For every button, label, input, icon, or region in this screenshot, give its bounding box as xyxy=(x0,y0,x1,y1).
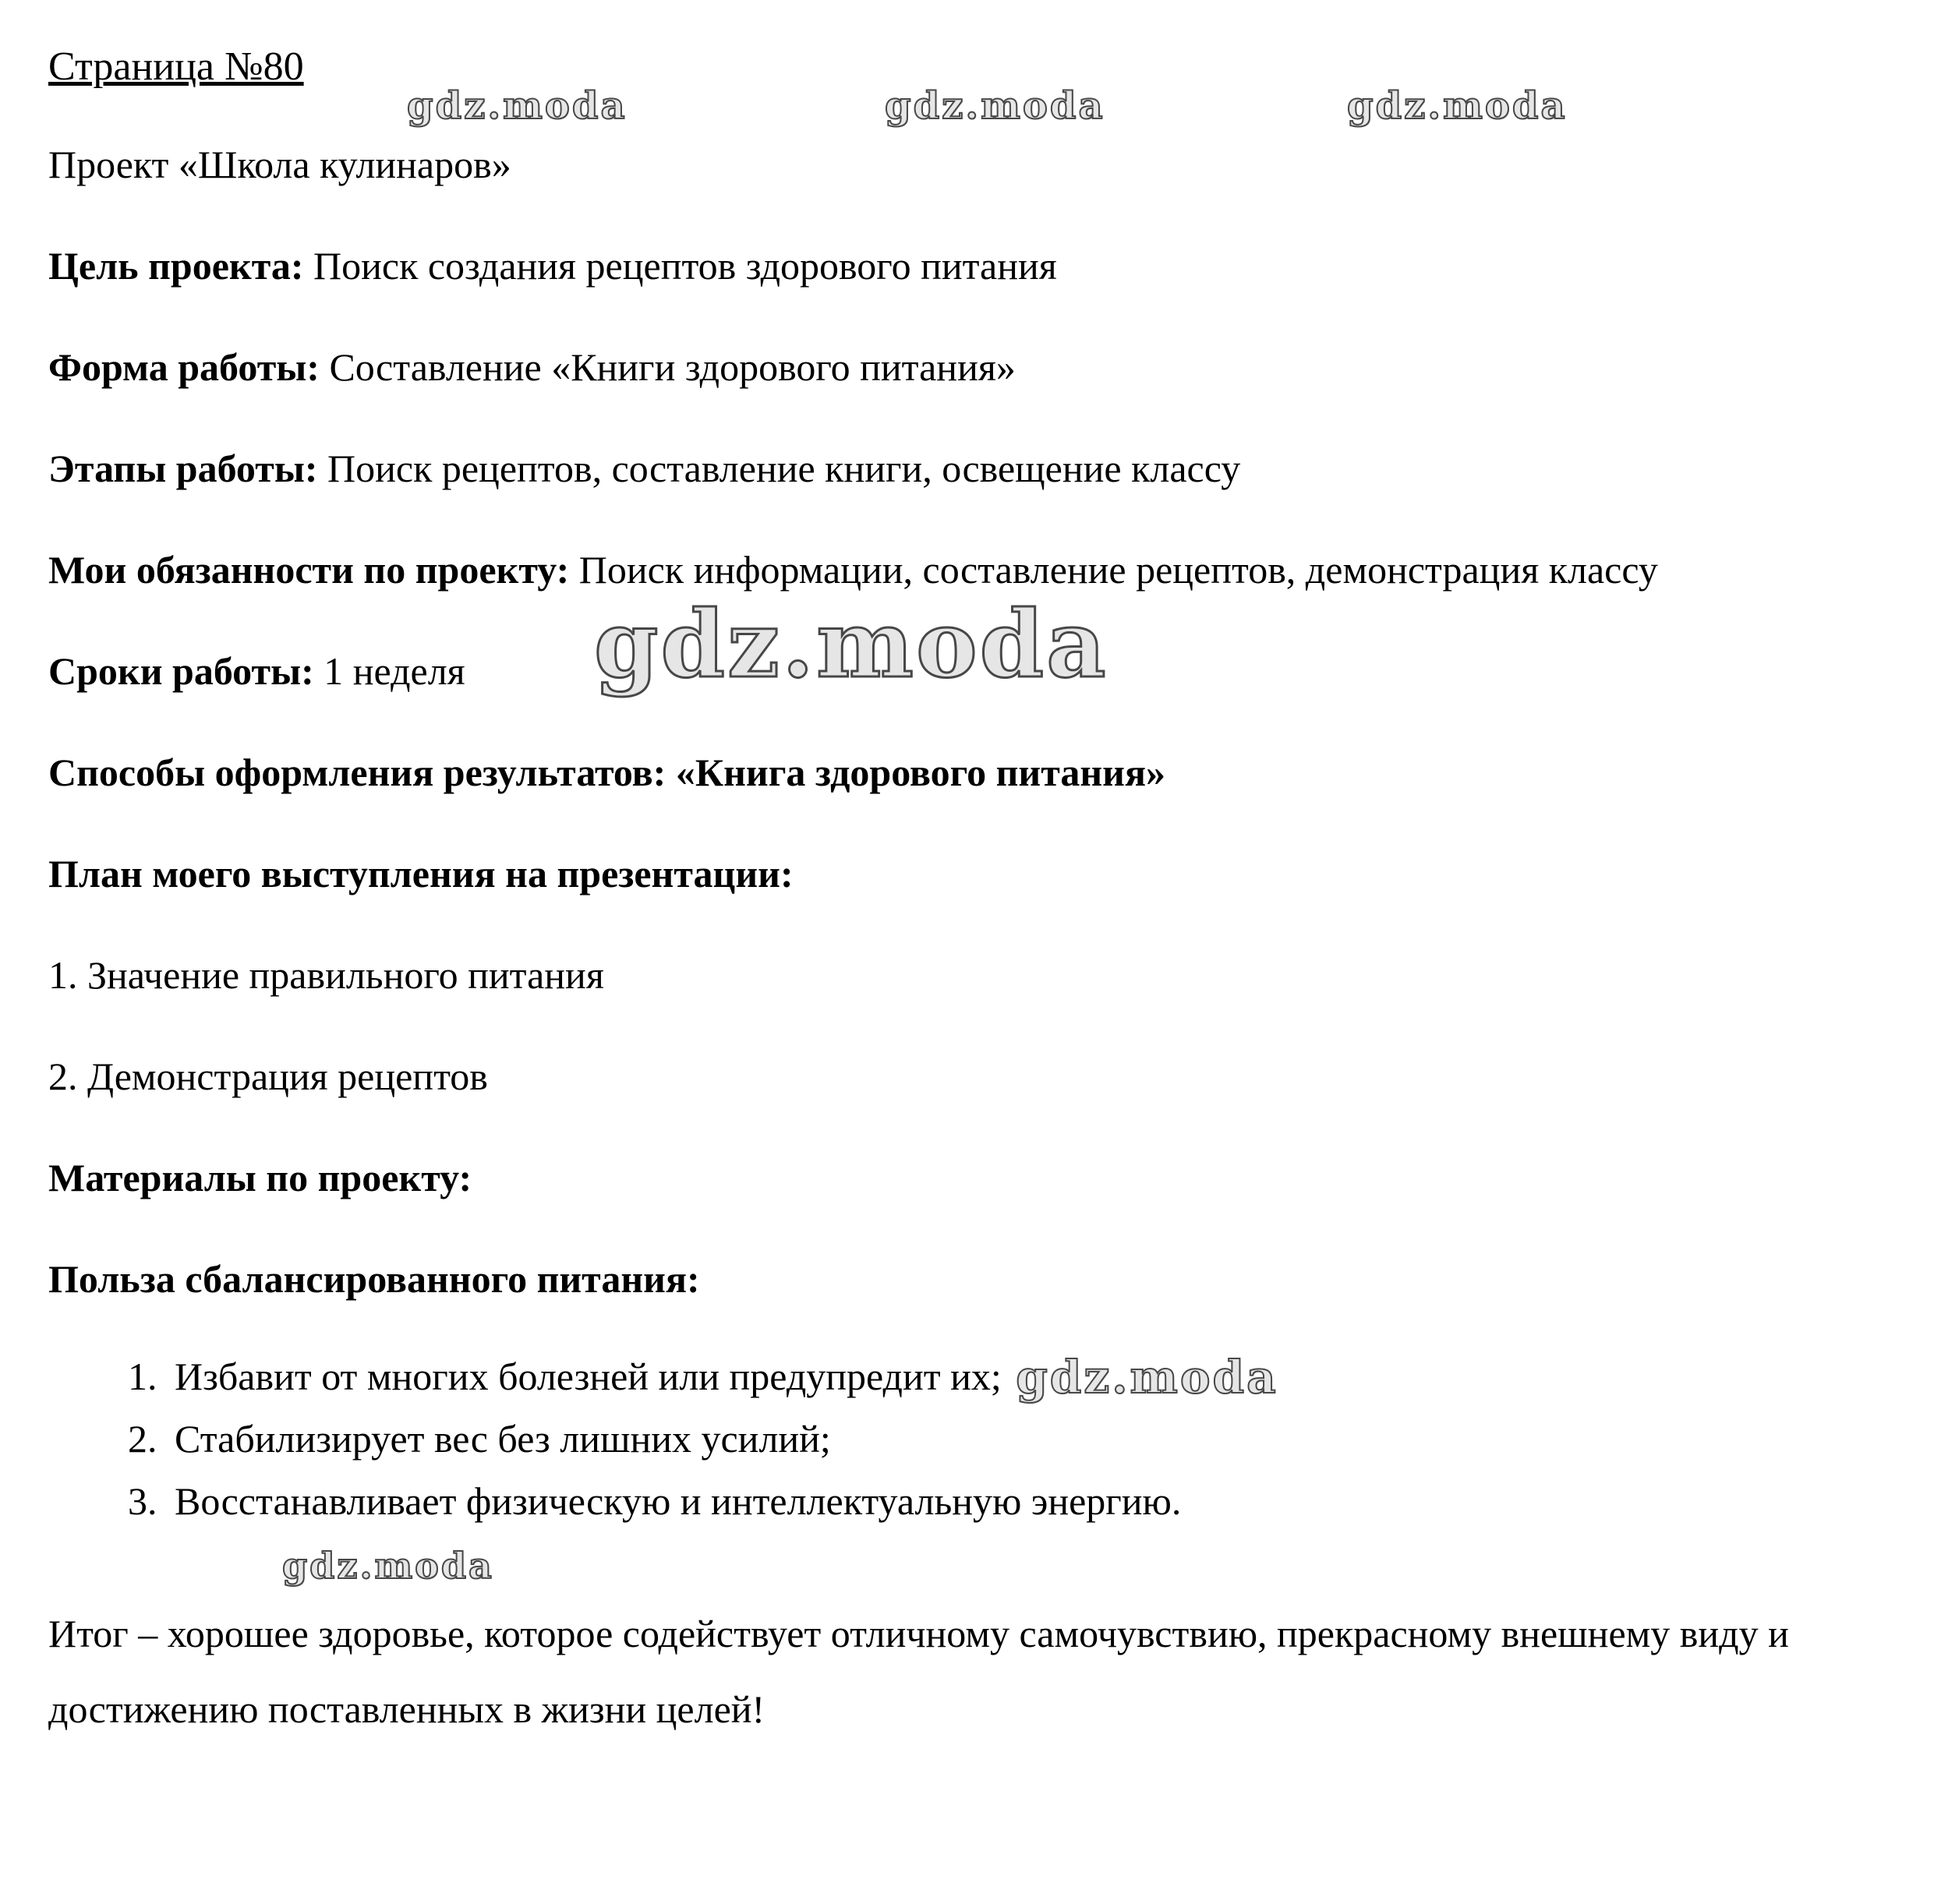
list-item xyxy=(167,1470,1883,1532)
plan-heading-text: План моего выступления на презентации: xyxy=(48,852,794,895)
watermark: gdz.moda xyxy=(282,1545,494,1587)
watermark: gdz.moda xyxy=(407,84,628,128)
materials-heading-text: Материалы по проекту: xyxy=(48,1156,472,1199)
benefits-heading-text: Польза сбалансированного питания: xyxy=(48,1257,700,1301)
section-stages xyxy=(48,433,1883,503)
watermark: gdz.moda xyxy=(594,590,1108,698)
watermark: gdz.moda xyxy=(1347,84,1568,128)
duties-label: Мои обязанности по проекту: xyxy=(48,548,570,592)
conclusion xyxy=(48,1596,1883,1747)
form-text: Составление «Книги здорового питания» xyxy=(329,345,1016,389)
timeline-label: Сроки работы: xyxy=(48,649,314,693)
stages-label: Этапы работы: xyxy=(48,447,318,490)
goal-text: Поиск создания рецептов здорового питания xyxy=(313,244,1057,288)
benefit-3-text: Восстанавливает физическую и интеллектуальную энергию. xyxy=(175,1479,1182,1523)
stages-text: Поиск рецептов, составление книги, освещение классу xyxy=(327,447,1241,490)
conclusion-text: Итог – хорошее здоровье, которое содействует отличному самочувствию, прекрасному внешнему виду и достижению поставленных в жизни целей! xyxy=(48,1612,1789,1731)
section-timeline xyxy=(48,590,1883,706)
watermark-row xyxy=(282,1542,1883,1590)
materials-heading xyxy=(48,1143,1883,1213)
benefits-list xyxy=(48,1345,1883,1532)
form-label: Форма работы: xyxy=(48,345,320,389)
plan-item-1 xyxy=(48,940,1883,1010)
benefit-2-text: Стабилизирует вес без лишних усилий; xyxy=(175,1417,831,1461)
section-goal xyxy=(48,231,1883,301)
plan-item-1-text: 1. Значение правильного питания xyxy=(48,953,604,997)
section-form xyxy=(48,332,1883,402)
plan-item-2-text: 2. Демонстрация рецептов xyxy=(48,1054,488,1098)
plan-heading xyxy=(48,839,1883,909)
goal-label: Цель проекта: xyxy=(48,244,304,288)
page-title: Страница №80 xyxy=(48,44,304,89)
list-item xyxy=(167,1345,1883,1408)
project-title-text: Проект «Школа кулинаров» xyxy=(48,143,511,186)
watermark: gdz.moda xyxy=(885,84,1105,128)
project-title xyxy=(48,129,1883,200)
duties-text: Поиск информации, составление рецептов, демонстрация классу xyxy=(578,548,1658,592)
benefits-heading xyxy=(48,1244,1883,1314)
plan-item-2 xyxy=(48,1041,1883,1111)
timeline-text: 1 неделя xyxy=(324,649,465,693)
list-item xyxy=(167,1408,1883,1470)
results-heading xyxy=(48,737,1883,807)
benefit-1-text: Избавит от многих болезней или предупредит их; xyxy=(175,1355,1002,1398)
watermark: gdz.moda xyxy=(1016,1351,1278,1404)
results-heading-text: Способы оформления результатов: «Книга здорового питания» xyxy=(48,751,1166,794)
